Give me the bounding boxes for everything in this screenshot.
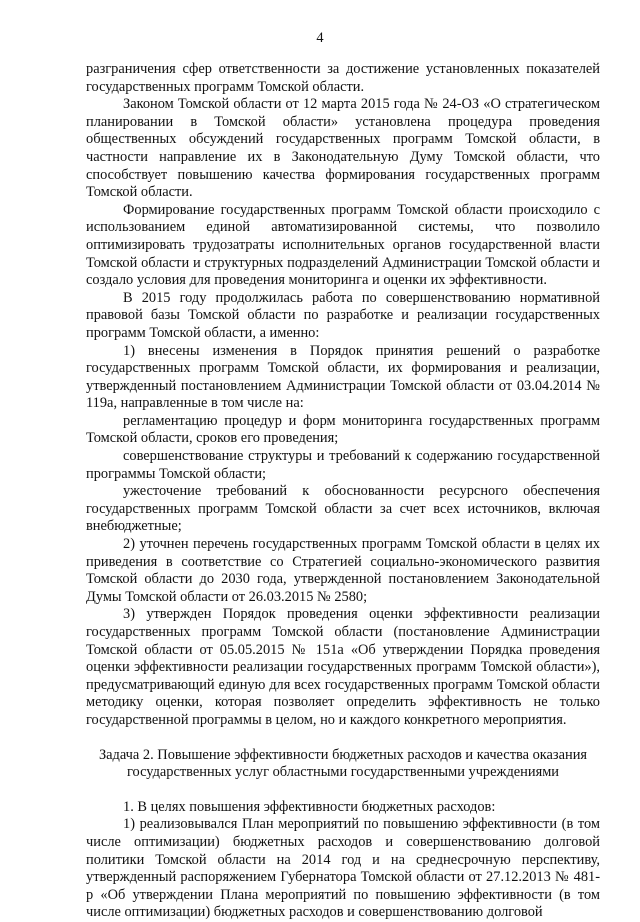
paragraph: Законом Томской области от 12 марта 2015 года № 24-ОЗ «О стратегическом планировании в Томской области» установлена процедура проведения общественных обсуждений государственных программ Томской области, в частности направление их в Законодательную Думу Томской области, что способствует повышению качества формирования государственных программ Томской области. — [86, 96, 600, 201]
list-item: 2) уточнен перечень государственных программ Томской области в целях их приведения в соответствие со Стратегией социально-экономического развития Томской области до 2030 года, утвержденной постановлением Законодательной Думы Томской области от 26.03.2015 № 2580; — [86, 536, 600, 605]
list-item: 3) утвержден Порядок проведения оценки эффективности реализации государственных программ Томской области (постановление Администрации Томской области от 05.05.2015 № 151а «Об утверждении Порядка проведения оценки эффективности реализации государственных программ Томской области»), предусматривающий единую для всех государственных программ Томской области методику оценки, которая позволяет определить эффективность не только государственной программы в целом, но и каждого конкретного мероприятия. — [86, 606, 600, 728]
spacer — [86, 782, 600, 799]
list-item: 1) внесены изменения в Порядок принятия решений о разработке государственных программ Томской области, их формирования и реализации, утвержденный постановлением Администрации Томской области от 03.04.2014 № 119а, направленные в том числе на: — [86, 342, 600, 412]
sub-item: совершенствование структуры и требований к содержанию государственной программы Томской области; — [86, 448, 600, 482]
paragraph: В 2015 году продолжилась работа по совершенствованию нормативной правовой базы Томской области по разработке и реализации государственных программ Томской области, а именно: — [86, 289, 600, 341]
spacer — [86, 730, 600, 747]
paragraph: 1. В целях повышения эффективности бюджетных расходов: — [123, 798, 496, 815]
paragraph: Формирование государственных программ Томской области происходило с использованием единой автоматизированной системы, что позволило оптимизировать трудозатраты исполнительных органов государственной власти Томской области и структурных подразделений Администрации Томской области и создало условия для проведения мониторинга и оценки их эффективности. — [86, 201, 600, 289]
page-number: 4 — [316, 30, 324, 46]
section-heading: Задача 2. Повышение эффективности бюджетных расходов и качества оказания государственных услуг областными государственными учреждениями — [98, 746, 588, 781]
document-body — [86, 61, 600, 922]
list-item: 1) реализовывался План мероприятий по повышению эффективности (в том числе оптимизации) бюджетных расходов и совершенствованию долговой политики Томской области на 2014 год и на среднесрочную перспективу, утвержденный распоряжением Губернатора Томской области от 27.12.2013 № 481-р «Об утверждении Плана мероприятий по повышению эффективности (в том числе оптимизации) бюджетных расходов и совершенствованию долговой — [86, 816, 600, 921]
sub-item: регламентацию процедур и форм мониторинга государственных программ Томской области, сроков его проведения; — [86, 412, 600, 447]
paragraph: разграничения сфер ответственности за достижение установленных показателей государственных программ Томской области. — [86, 61, 600, 95]
sub-item: ужесточение требований к обоснованности ресурсного обеспечения государственных программ Томской области за счет всех источников, включая внебюджетные; — [86, 483, 600, 535]
